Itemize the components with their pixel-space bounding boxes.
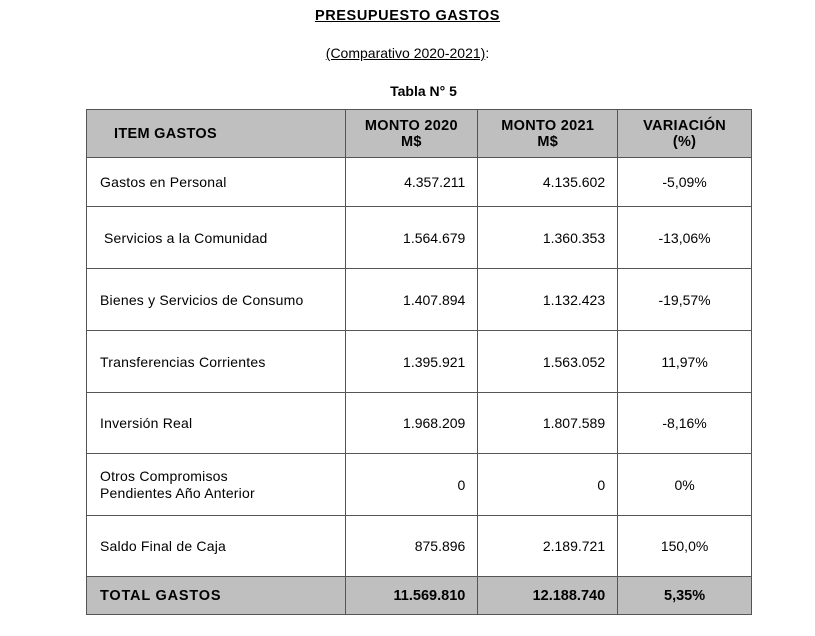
header-monto-2020-line2: M$ bbox=[401, 133, 422, 150]
row-monto-2021: 2.189.721 bbox=[478, 516, 618, 577]
row-item-line2: Pendientes Año Anterior bbox=[100, 484, 255, 501]
row-monto-2020: 1.968.209 bbox=[345, 393, 478, 454]
table-header-row bbox=[87, 110, 752, 158]
row-variacion: 11,97% bbox=[618, 331, 752, 393]
header-variacion-line1: VARIACIÓN bbox=[643, 117, 727, 134]
row-monto-2021: 1.563.052 bbox=[478, 331, 618, 393]
row-item: Transferencias Corrientes bbox=[87, 331, 346, 393]
table-caption: Tabla N° 5 bbox=[390, 83, 457, 99]
table-row bbox=[87, 516, 752, 577]
row-item bbox=[87, 454, 346, 516]
row-variacion: 150,0% bbox=[618, 516, 752, 577]
header-item bbox=[87, 110, 346, 158]
header-monto-2020-line1: MONTO 2020 bbox=[364, 117, 458, 134]
header-monto-2020 bbox=[345, 110, 478, 158]
header-variacion bbox=[618, 110, 752, 158]
row-item: Saldo Final de Caja bbox=[87, 516, 346, 577]
header-monto-2021-line2: M$ bbox=[537, 133, 559, 150]
table-row bbox=[87, 331, 752, 393]
row-monto-2021: 0 bbox=[478, 454, 618, 516]
row-monto-2020: 875.896 bbox=[345, 516, 478, 577]
total-monto-2021: 12.188.740 bbox=[478, 577, 618, 615]
row-item bbox=[87, 207, 346, 269]
row-variacion: -19,57% bbox=[618, 269, 752, 331]
page-title: PRESUPUESTO GASTOS bbox=[314, 8, 501, 24]
row-variacion: -8,16% bbox=[618, 393, 752, 454]
total-variacion: 5,35% bbox=[618, 577, 752, 615]
subtitle-colon: : bbox=[485, 45, 490, 61]
total-item: TOTAL GASTOS bbox=[87, 577, 346, 615]
row-monto-2020: 1.564.679 bbox=[345, 207, 478, 269]
header-monto-2021 bbox=[478, 110, 618, 158]
row-monto-2021: 1.807.589 bbox=[478, 393, 618, 454]
table-row bbox=[87, 454, 752, 516]
row-item: Inversión Real bbox=[87, 393, 346, 454]
header-variacion-line2: (%) bbox=[672, 133, 697, 150]
row-variacion: -13,06% bbox=[618, 207, 752, 269]
header-item-label: ITEM GASTOS bbox=[114, 125, 217, 142]
total-monto-2020: 11.569.810 bbox=[345, 577, 478, 615]
total-row bbox=[87, 577, 752, 615]
row-monto-2020: 0 bbox=[345, 454, 478, 516]
row-item: Gastos en Personal bbox=[87, 158, 346, 207]
row-variacion: 0% bbox=[618, 454, 752, 516]
row-monto-2020: 4.357.211 bbox=[345, 158, 478, 207]
header-monto-2021-line1: MONTO 2021 bbox=[501, 117, 595, 134]
table-row bbox=[87, 393, 752, 454]
budget-table bbox=[86, 109, 752, 615]
row-item-label: Servicios a la Comunidad bbox=[104, 229, 268, 246]
row-monto-2020: 1.395.921 bbox=[345, 331, 478, 393]
row-variacion: -5,09% bbox=[618, 158, 752, 207]
row-monto-2021: 4.135.602 bbox=[478, 158, 618, 207]
row-monto-2021: 1.132.423 bbox=[478, 269, 618, 331]
row-item: Bienes y Servicios de Consumo bbox=[87, 269, 346, 331]
table-row bbox=[87, 158, 752, 207]
table-row bbox=[87, 207, 752, 269]
row-item-line1: Otros Compromisos bbox=[100, 467, 228, 484]
table-row bbox=[87, 269, 752, 331]
row-monto-2021: 1.360.353 bbox=[478, 207, 618, 269]
subtitle-text: (Comparativo 2020-2021) bbox=[325, 45, 486, 61]
page-subtitle bbox=[0, 45, 815, 61]
row-monto-2020: 1.407.894 bbox=[345, 269, 478, 331]
